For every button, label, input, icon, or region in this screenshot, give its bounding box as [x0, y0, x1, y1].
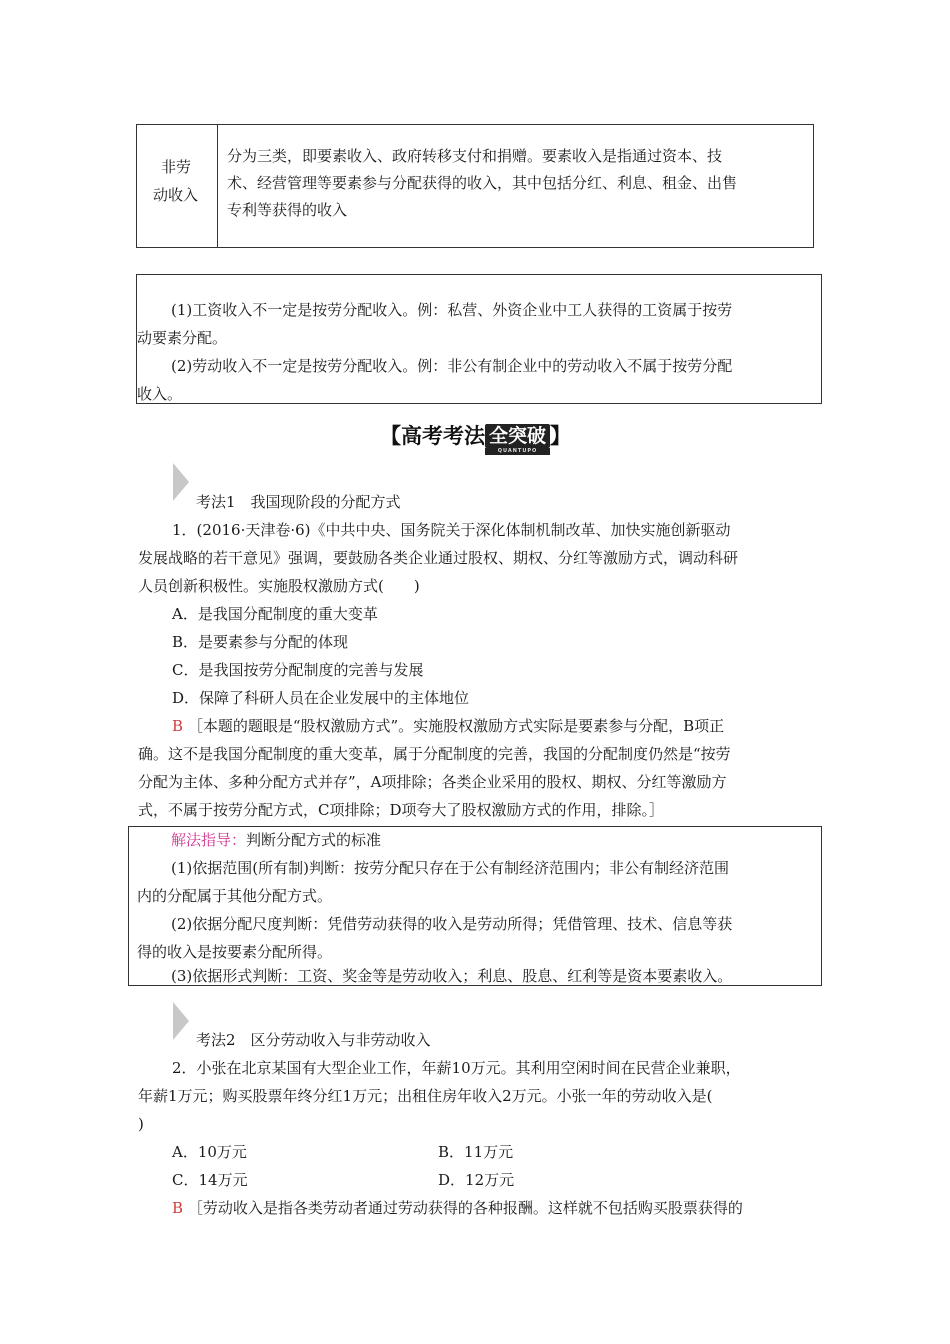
- question-line: 人员创新积极性。实施股权激励方式( ): [138, 577, 420, 595]
- guide-line: 得的收入是按要素分配所得。: [137, 943, 333, 961]
- option-c: C．是我国按劳分配制度的完善与发展: [172, 661, 424, 679]
- section-banner: [380, 420, 572, 454]
- guide-line: (1)依据范围(所有制)判断：按劳分配只存在于公有制经济范围内；非公有制经济范围: [171, 859, 729, 877]
- guide-label: 解法指导：: [171, 831, 247, 849]
- answer-letter: B: [172, 1199, 184, 1217]
- option-d: D．12万元: [438, 1171, 515, 1189]
- explanation-first-line: [172, 716, 724, 736]
- option-c: C．14万元: [172, 1171, 248, 1189]
- guide-line: 内的分配属于其他分配方式。: [137, 887, 333, 905]
- section2-heading: 考法2 区分劳动收入与非劳动收入: [196, 1031, 431, 1049]
- question-line: 年薪1万元；购买股票年终分红1万元；出租住房年收入2万元。小张一年的劳动收入是(: [138, 1087, 713, 1105]
- note-line: 收入。: [137, 385, 183, 403]
- note-line: 动要素分配。: [137, 329, 228, 347]
- question-line: 1．(2016·天津卷·6)《中共中央、国务院关于深化体制机制改革、加快实施创新驱动: [172, 521, 731, 539]
- note-box: [136, 274, 822, 404]
- table-label-line: 动收入: [153, 186, 199, 204]
- banner-close-bracket: 】: [550, 424, 572, 448]
- method-guide-box: [128, 826, 822, 986]
- section1-heading: 考法1 我国现阶段的分配方式: [196, 493, 401, 511]
- table-label-line: 非劳: [161, 158, 192, 176]
- section-arrow-icon: [173, 1002, 189, 1040]
- answer-letter: B: [172, 717, 184, 735]
- note-line: (1)工资收入不一定是按劳分配收入。例：私营、外资企业中工人获得的工资属于按劳: [171, 301, 733, 319]
- banner-pill-text: 全突破: [489, 425, 547, 447]
- explanation-text: ［本题的题眼是“股权激励方式”。实施股权激励方式实际是要素参与分配，B项正: [187, 717, 725, 735]
- explanation-first-line: [172, 1198, 743, 1218]
- question-line: ): [138, 1115, 144, 1133]
- income-table: [136, 124, 814, 248]
- section-arrow-icon: [173, 463, 189, 501]
- option-b: B．11万元: [438, 1143, 514, 1161]
- banner-title: 高考考法: [401, 424, 485, 448]
- option-b: B．是要素参与分配的体现: [172, 633, 349, 651]
- table-content-line: 术、经营管理等要素参与分配获得的收入，其中包括分红、利息、租金、出售: [227, 174, 738, 192]
- explanation-line: 确。这不是我国分配制度的重大变革，属于分配制度的完善，我国的分配制度仍然是“按劳: [138, 745, 731, 763]
- option-a: A．10万元: [172, 1143, 247, 1161]
- question-line: 发展战略的若干意见》强调，要鼓励各类企业通过股权、期权、分红等激励方式，调动科研: [138, 549, 739, 567]
- guide-line: (2)依据分配尺度判断：凭借劳动获得的收入是劳动所得；凭借管理、技术、信息等获: [171, 915, 733, 933]
- table-content-line: 分为三类，即要素收入、政府转移支付和捐赠。要素收入是指通过资本、技: [227, 147, 723, 165]
- question-line: 2．小张在北京某国有大型企业工作，年薪10万元。其利用空闲时间在民营企业兼职，: [172, 1059, 741, 1077]
- guide-line: (3)依据形式判断：工资、奖金等是劳动收入；利息、股息、红利等是资本要素收入。: [171, 967, 733, 985]
- table-content-line: 专利等获得的收入: [227, 201, 348, 219]
- table-label-cell: [137, 125, 218, 247]
- option-d: D．保障了科研人员在企业发展中的主体地位: [172, 689, 470, 707]
- guide-title: 判断分配方式的标准: [246, 831, 382, 849]
- banner-pill-subtext: QUANTUPO: [485, 448, 550, 455]
- banner-open-bracket: 【: [380, 424, 401, 448]
- option-a: A．是我国分配制度的重大变革: [172, 605, 378, 623]
- explanation-line: 式，不属于按劳分配方式，C项排除；D项夸大了股权激励方式的作用，排除。］: [138, 801, 665, 819]
- guide-heading: [171, 830, 381, 850]
- note-line: (2)劳动收入不一定是按劳分配收入。例：非公有制企业中的劳动收入不属于按劳分配: [171, 357, 733, 375]
- explanation-line: 分配为主体、多种分配方式并存”，A项排除；各类企业采用的股权、期权、分红等激励方: [138, 773, 727, 791]
- banner-pill: [485, 424, 550, 454]
- explanation-text: ［劳动收入是指各类劳动者通过劳动获得的各种报酬。这样就不包括购买股票获得的: [187, 1199, 743, 1217]
